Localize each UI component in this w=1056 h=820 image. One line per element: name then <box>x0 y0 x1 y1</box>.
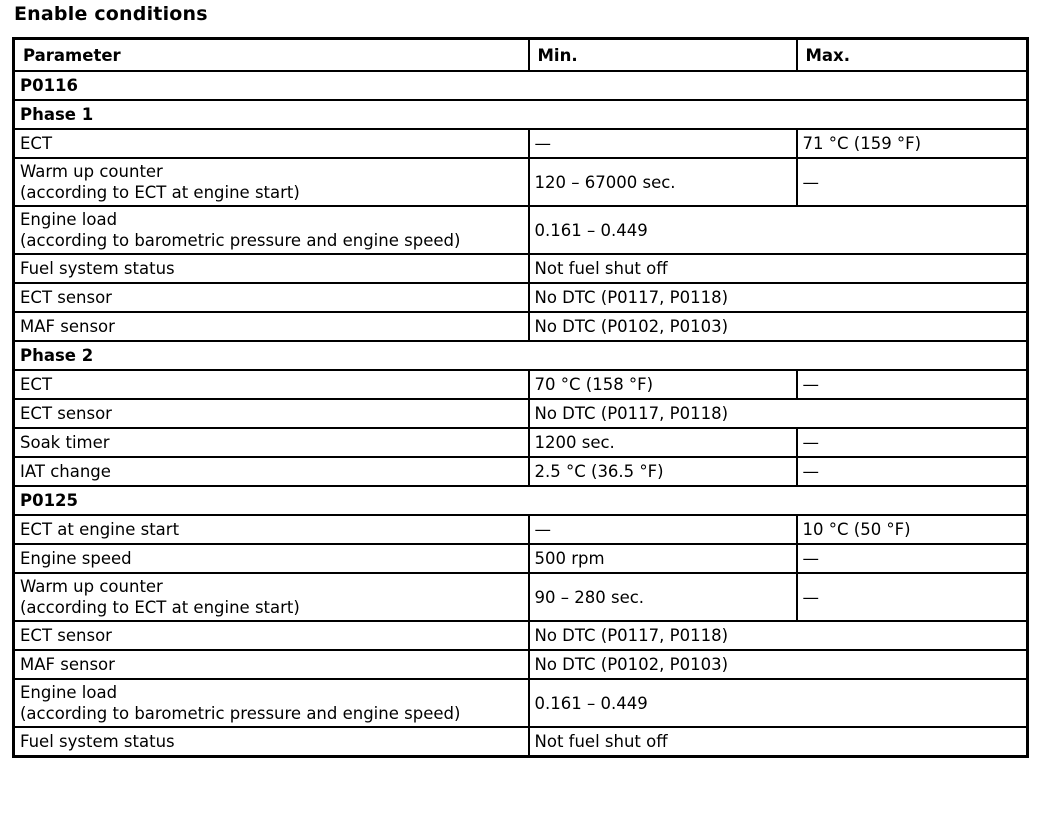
table-row <box>14 158 1028 206</box>
table-row <box>14 679 1028 727</box>
max-cell: — <box>797 428 1028 457</box>
value-cell: Not fuel shut off <box>529 254 1028 283</box>
parameter-cell: Engine speed <box>14 544 529 573</box>
parameter-cell <box>14 679 529 727</box>
parameter-cell: MAF sensor <box>14 312 529 341</box>
section-row <box>14 100 1028 129</box>
table-row <box>14 727 1028 757</box>
parameter-cell: IAT change <box>14 457 529 486</box>
parameter-note: (according to barometric pressure and engine speed) <box>20 231 461 250</box>
min-cell: — <box>529 129 797 158</box>
min-cell: 500 rpm <box>529 544 797 573</box>
section-label: P0116 <box>14 71 1028 100</box>
parameter-note: (according to ECT at engine start) <box>20 183 300 202</box>
header-min: Min. <box>529 39 797 72</box>
table-row <box>14 206 1028 254</box>
table-row <box>14 129 1028 158</box>
parameter-label: Engine load <box>20 683 118 702</box>
table-row <box>14 515 1028 544</box>
table-row <box>14 573 1028 621</box>
table-row <box>14 457 1028 486</box>
parameter-cell: ECT sensor <box>14 399 529 428</box>
table-row <box>14 399 1028 428</box>
header-max: Max. <box>797 39 1028 72</box>
parameter-cell <box>14 573 529 621</box>
parameter-label: Engine load <box>20 210 118 229</box>
value-cell: 0.161 – 0.449 <box>529 206 1028 254</box>
max-cell: — <box>797 457 1028 486</box>
header-parameter: Parameter <box>14 39 529 72</box>
parameter-cell <box>14 158 529 206</box>
parameter-cell: ECT <box>14 129 529 158</box>
parameter-cell: Fuel system status <box>14 254 529 283</box>
section-row <box>14 341 1028 370</box>
parameter-label: Warm up counter <box>20 162 163 181</box>
parameter-cell: Soak timer <box>14 428 529 457</box>
value-cell: No DTC (P0117, P0118) <box>529 399 1028 428</box>
section-label: Phase 2 <box>14 341 1028 370</box>
max-cell: 71 °C (159 °F) <box>797 129 1028 158</box>
max-cell: — <box>797 544 1028 573</box>
page-title: Enable conditions <box>14 3 208 25</box>
min-cell: 70 °C (158 °F) <box>529 370 797 399</box>
min-cell: 1200 sec. <box>529 428 797 457</box>
max-cell: — <box>797 158 1028 206</box>
section-row <box>14 486 1028 515</box>
table-row <box>14 544 1028 573</box>
table-header-row <box>14 39 1028 72</box>
value-cell: Not fuel shut off <box>529 727 1028 757</box>
table-row <box>14 621 1028 650</box>
value-cell: No DTC (P0102, P0103) <box>529 650 1028 679</box>
parameter-cell: MAF sensor <box>14 650 529 679</box>
parameter-label: Warm up counter <box>20 577 163 596</box>
value-cell: 0.161 – 0.449 <box>529 679 1028 727</box>
parameter-cell: Fuel system status <box>14 727 529 757</box>
parameter-note: (according to ECT at engine start) <box>20 598 300 617</box>
value-cell: No DTC (P0117, P0118) <box>529 283 1028 312</box>
table-row <box>14 254 1028 283</box>
parameter-note: (according to barometric pressure and engine speed) <box>20 704 461 723</box>
min-cell: 90 – 280 sec. <box>529 573 797 621</box>
section-label: P0125 <box>14 486 1028 515</box>
min-cell: 2.5 °C (36.5 °F) <box>529 457 797 486</box>
parameter-cell: ECT at engine start <box>14 515 529 544</box>
max-cell: — <box>797 573 1028 621</box>
section-label: Phase 1 <box>14 100 1028 129</box>
table-row <box>14 312 1028 341</box>
table-row <box>14 370 1028 399</box>
max-cell: — <box>797 370 1028 399</box>
parameter-cell: ECT sensor <box>14 283 529 312</box>
value-cell: No DTC (P0102, P0103) <box>529 312 1028 341</box>
enable-conditions-table <box>12 37 1029 758</box>
min-cell: 120 – 67000 sec. <box>529 158 797 206</box>
max-cell: 10 °C (50 °F) <box>797 515 1028 544</box>
table-row <box>14 428 1028 457</box>
parameter-cell: ECT <box>14 370 529 399</box>
section-row <box>14 71 1028 100</box>
min-cell: — <box>529 515 797 544</box>
value-cell: No DTC (P0117, P0118) <box>529 621 1028 650</box>
table-row <box>14 283 1028 312</box>
parameter-cell: ECT sensor <box>14 621 529 650</box>
parameter-cell <box>14 206 529 254</box>
table-row <box>14 650 1028 679</box>
